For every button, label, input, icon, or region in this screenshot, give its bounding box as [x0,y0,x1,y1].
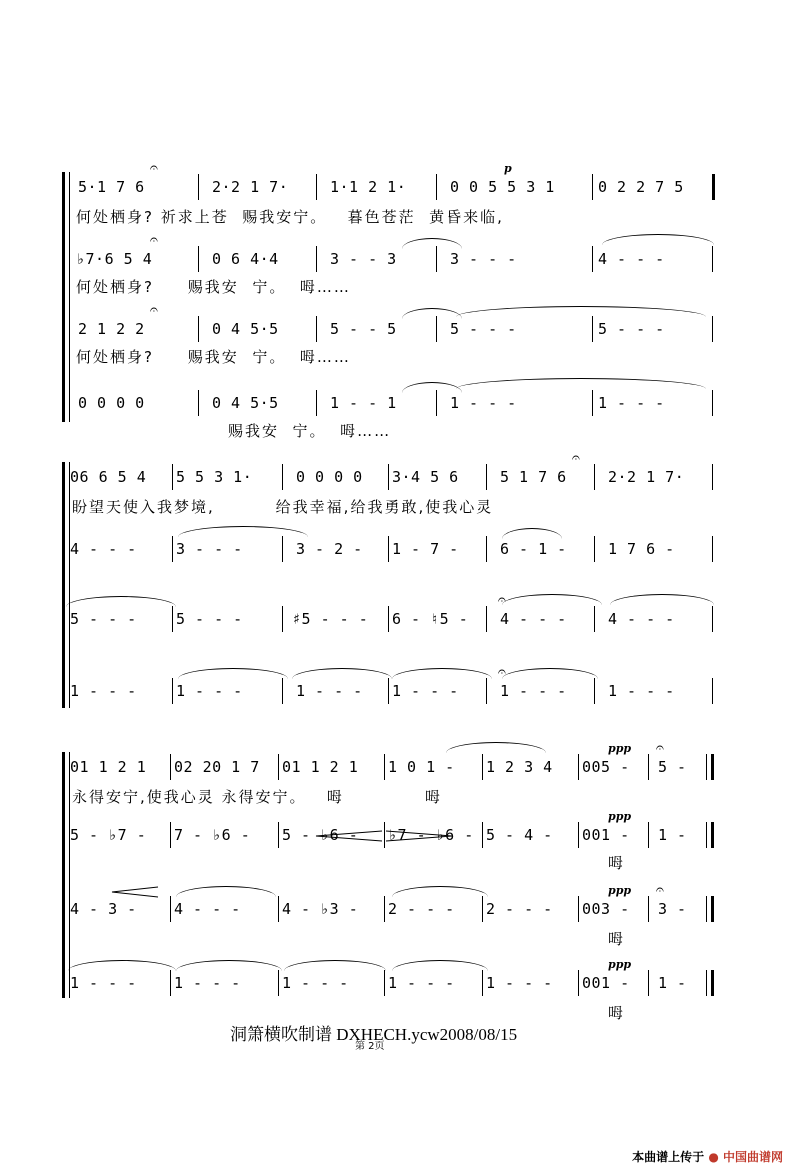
fermata-icon: 𝄐 [572,450,580,466]
score-credit: 洞箫横吹制谱 DXHECH.ycw2008/08/15 [230,1025,518,1044]
barline [712,246,713,272]
voice-1-lyrics: 永得安宁,使我心灵 永得安宁。 呣 呣 [72,788,443,806]
barline [712,678,713,704]
voice-4-lyrics: 赐我安 宁。 呣…… [228,422,392,440]
barline [278,970,279,996]
upload-note-prefix: 本曲谱上传于 [632,1150,705,1164]
tie [456,306,706,317]
tie [502,668,598,679]
measure: 01 1 2 1 [282,758,359,776]
measure: 4 - - - [598,250,665,268]
barline [172,606,173,632]
voice-2-row [62,538,714,562]
measure: 3 - 2 - [296,540,363,558]
measure: 3 - - - [450,250,517,268]
barline [712,316,713,342]
system-3 [62,740,714,1022]
measure: 1 7 6 - [608,540,675,558]
crescendo-hairpin [110,886,160,898]
measure: 1 - - - [174,974,241,992]
tie [402,382,462,393]
fermata-icon: 𝄐 [150,302,158,318]
barline [172,464,173,490]
voice-3-row [62,302,714,342]
barline [282,536,283,562]
barline [436,390,437,416]
measure: 3 - [658,900,687,918]
measure: 1 - 7 - [392,540,459,558]
measure: 5 - - - [598,320,665,338]
dynamic-ppp: ppp [608,742,632,755]
barline [170,896,171,922]
measure: 1 - - - [388,974,455,992]
barline [578,970,579,996]
barline [592,390,593,416]
measure: 1 - - - [608,682,675,700]
measure: 1 - - - [282,974,349,992]
barline [648,822,649,848]
voice-1-row [62,450,714,490]
tie [602,234,714,245]
measure: 001 - [582,826,630,844]
measure: 1 - - - [296,682,363,700]
barline [594,464,595,490]
tie [456,378,706,389]
measure: 1 - - 1 [330,394,397,412]
barline [436,174,437,200]
measure: 1 - - - [176,682,243,700]
system-brace [62,752,71,998]
barline [706,754,707,780]
measure: 1 - - - [450,394,517,412]
measure: 2 1 2 2 [78,320,145,338]
measure: 3·4 5 6 [392,468,459,486]
tie [284,960,386,971]
tie [68,960,176,971]
barline [278,822,279,848]
final-barline [711,896,714,922]
voice-4-row [62,664,714,704]
barline [712,536,713,562]
barline [388,606,389,632]
site-logo-text[interactable]: 中国曲谱网 [722,1150,783,1164]
measure: 5 1 7 6 [500,468,567,486]
measure: 5 - [658,758,687,776]
barline [712,174,715,200]
barline [486,678,487,704]
measure: 0 4 5·5 [212,394,279,412]
barline [384,896,385,922]
measure: 5 - - - [450,320,517,338]
measure: 5·1 7 6 [78,178,145,196]
measure: 5 - - 5 [330,320,397,338]
barline [198,316,199,342]
voice-2-lyrics: 何处栖身? 赐我安 宁。 呣…… [76,278,351,296]
voice-3-row [62,882,714,922]
measure: 1 - - - [486,974,553,992]
voice-4-lyrics: 呣 [608,1004,626,1022]
measure: 7 - ♭6 - [174,826,251,844]
barline [198,174,199,200]
measure: 5 5 3 1· [176,468,253,486]
voice-3-lyrics: 呣 [608,930,626,948]
measure: 1 - - - [392,682,459,700]
barline [712,390,713,416]
tie [402,308,462,319]
measure: ♭7 - ♭6 - [388,826,474,844]
barline [592,246,593,272]
dynamic-ppp: ppp [608,958,632,971]
fermata-icon: 𝄐 [498,592,506,608]
measure: 5 - ♭7 - [70,826,147,844]
barline [282,678,283,704]
barline [648,754,649,780]
tie [392,886,488,897]
voice-3-lyrics: 何处栖身? 赐我安 宁。 呣…… [76,348,351,366]
measure: 4 - - - [174,900,241,918]
measure: 5 - - - [176,610,243,628]
barline [436,246,437,272]
barline [648,896,649,922]
measure: 005 - [582,758,630,776]
barline [482,970,483,996]
measure: 001 - [582,974,630,992]
measure: 6 - 1 - [500,540,567,558]
barline [170,822,171,848]
voice-1-lyrics: 何处栖身? 祈求上苍 赐我安宁。 暮色苍茫 黄昏来临, [76,208,504,226]
measure: 4 - ♭3 - [282,900,359,918]
barline [486,536,487,562]
final-barline [711,822,714,848]
measure: 0 0 0 0 [296,468,363,486]
barline [316,246,317,272]
measure: 2 - - - [388,900,455,918]
system-brace [62,462,71,708]
barline [594,606,595,632]
measure: 6 - ♮5 - [392,610,469,628]
measure: 1 - [658,974,687,992]
barline [592,174,593,200]
measure: 1 - - - [70,974,137,992]
fermata-icon: 𝄐 [656,882,664,898]
barline [592,316,593,342]
barline [388,536,389,562]
barline [384,970,385,996]
barline [384,754,385,780]
crescendo-hairpin [314,830,384,842]
system-2 [62,450,714,712]
site-logo-icon: ● [708,1150,719,1164]
barline [648,970,649,996]
measure: ♯5 - - - [292,610,369,628]
barline [712,464,713,490]
barline [172,536,173,562]
measure: 003 - [582,900,630,918]
barline [172,678,173,704]
tie [178,668,288,679]
measure: 0 2 2 7 5 [598,178,684,196]
voice-2-lyrics: 呣 [608,854,626,872]
fermata-icon: 𝄐 [656,740,664,756]
measure: 5 - 4 - [486,826,553,844]
measure: 02 20 1 7 [174,758,260,776]
barline [316,390,317,416]
fermata-icon: 𝄐 [498,664,506,680]
barline [578,896,579,922]
upload-note [632,1148,783,1165]
voice-4-row [62,392,714,416]
barline [486,606,487,632]
barline [388,678,389,704]
tie [392,668,492,679]
measure: 1 - - - [500,682,567,700]
barline [482,822,483,848]
measure: 01 1 2 1 [70,758,147,776]
measure: 5 - ♭6 - [282,826,359,844]
voice-1-row [62,740,714,780]
page-number: 第 2页 [355,1041,385,1052]
tie [176,960,282,971]
barline [706,970,707,996]
barline [706,822,707,848]
barline [198,246,199,272]
barline [170,970,171,996]
fermata-icon: 𝄐 [150,232,158,248]
measure: 0 0 5 5 3 1 [450,178,555,196]
voice-1-lyrics: 盼望天使入我梦境, 给我幸福,给我勇敢,使我心灵 [72,498,494,516]
tie [392,960,488,971]
measure: 1 - [658,826,687,844]
final-barline [711,754,714,780]
barline [388,464,389,490]
barline [198,390,199,416]
tie [402,238,462,249]
barline [282,464,283,490]
tie [292,668,392,679]
tie [502,528,562,539]
voice-3-row [62,592,714,632]
barline [594,678,595,704]
decrescendo-hairpin [384,830,454,842]
measure: 1 0 1 - [388,758,455,776]
fermata-icon: 𝄐 [150,160,158,176]
tie [176,886,276,897]
measure: ♭7·6 5 4 [76,250,153,268]
measure: 4 - 3 - [70,900,137,918]
dynamic-ppp: ppp [608,810,632,823]
barline [278,754,279,780]
barline [316,316,317,342]
measure: 06 6 5 4 [70,468,147,486]
tie [66,596,176,607]
measure: 0 0 0 0 [78,394,145,412]
measure: 2 - - - [486,900,553,918]
measure: 1·1 2 1· [330,178,407,196]
measure: 0 6 4·4 [212,250,279,268]
voice-1-row [62,160,714,200]
measure: 1 - - - [70,682,137,700]
system-1 [62,160,714,442]
barline [482,754,483,780]
barline [486,464,487,490]
measure: 3 - - - [176,540,243,558]
measure: 4 - - - [500,610,567,628]
barline [316,174,317,200]
tie [178,526,308,537]
tie [446,742,546,753]
measure: 3 - - 3 [330,250,397,268]
barline [578,754,579,780]
voice-4-row [62,958,714,996]
barline [578,822,579,848]
barline [282,606,283,632]
barline [594,536,595,562]
final-barline [711,970,714,996]
barline [278,896,279,922]
measure: 4 - - - [608,610,675,628]
measure: 2·2 1 7· [608,468,685,486]
measure: 0 4 5·5 [212,320,279,338]
dynamic-ppp: ppp [608,884,632,897]
barline [482,896,483,922]
measure: 5 - - - [70,610,137,628]
barline [170,754,171,780]
measure: 1 - - - [598,394,665,412]
system-brace [62,172,71,422]
tie [502,594,602,605]
barline [706,896,707,922]
measure: 2·2 1 7· [212,178,289,196]
dynamic-p: p [504,162,512,175]
barline [436,316,437,342]
measure: 1 2 3 4 [486,758,553,776]
voice-2-row [62,232,714,272]
measure: 4 - - - [70,540,137,558]
tie [610,594,714,605]
barline [712,606,713,632]
